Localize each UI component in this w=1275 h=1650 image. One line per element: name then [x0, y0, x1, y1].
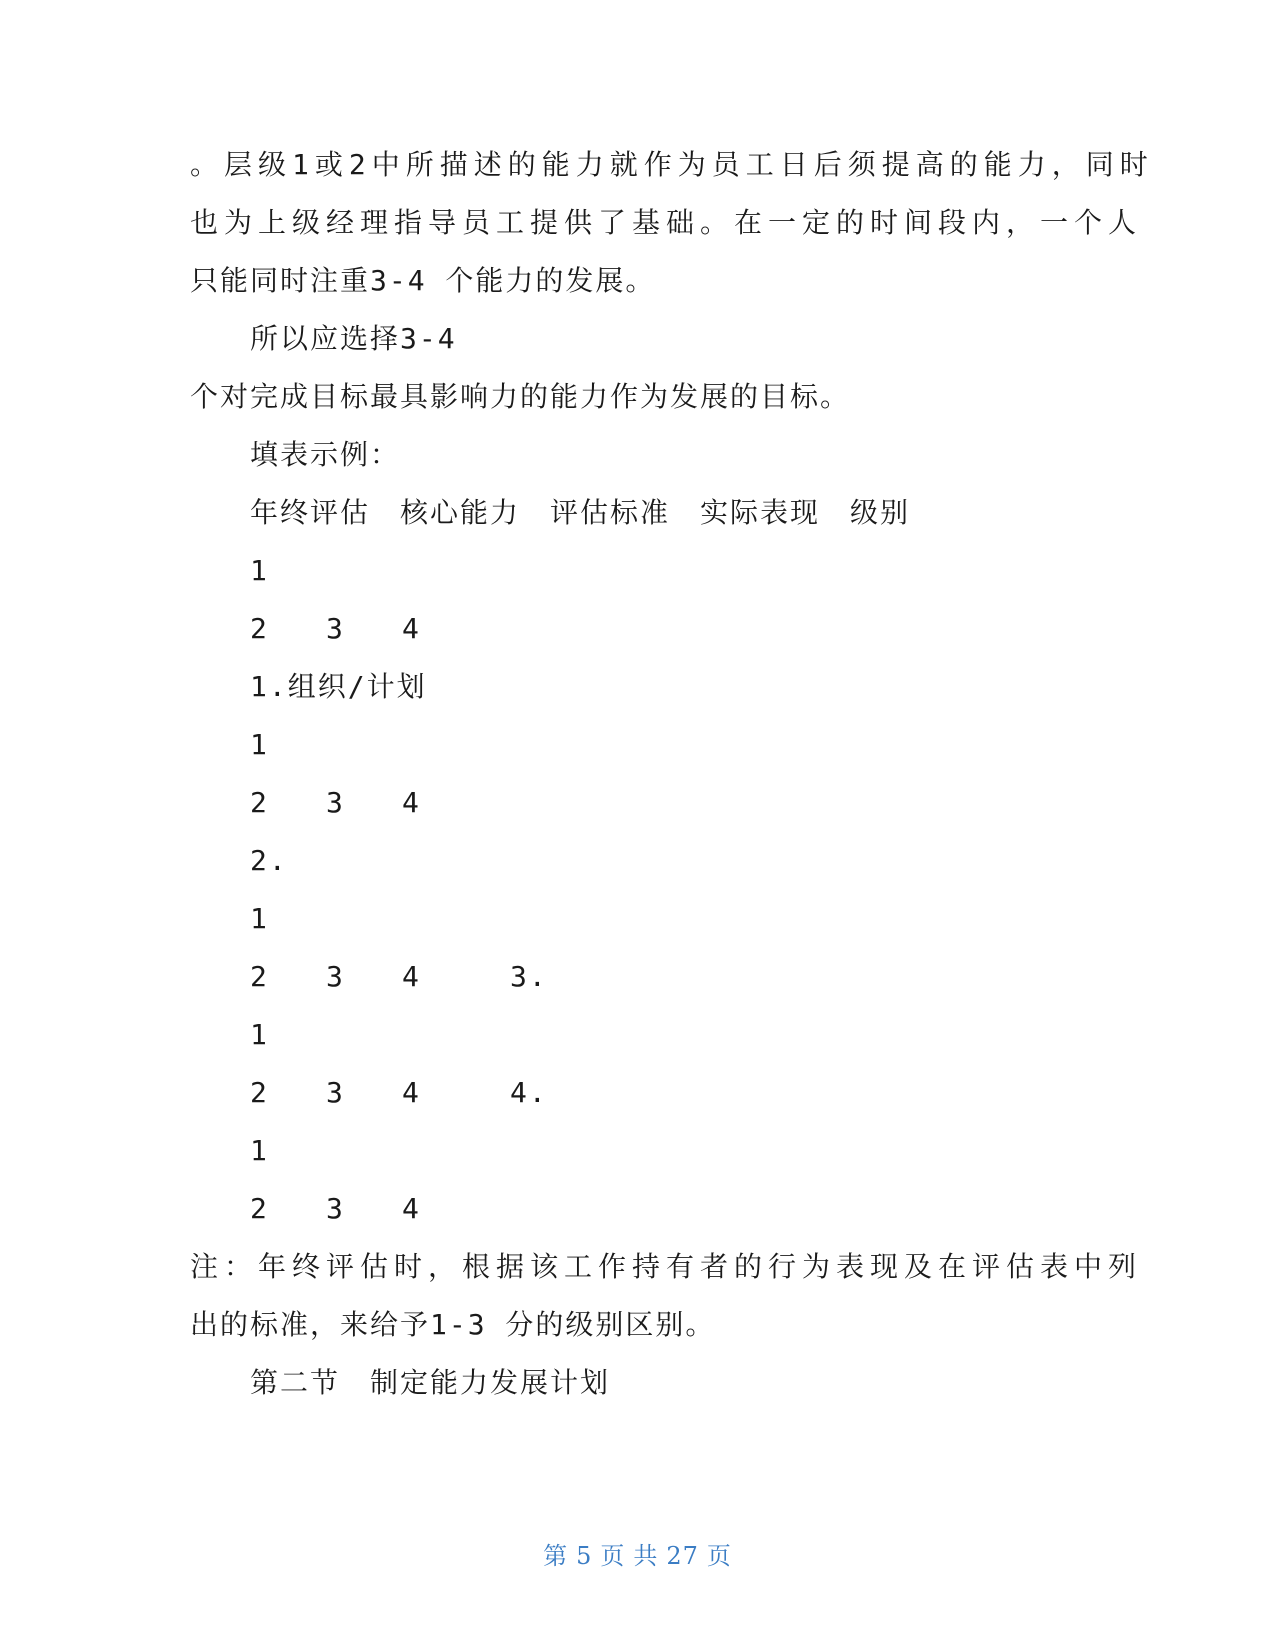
paragraph-line: 。层级1或2中所描述的能力就作为员工日后须提高的能力，同时: [190, 148, 1154, 181]
table-header-row: [0, 495, 1275, 531]
level-row: [0, 1191, 1275, 1227]
level-value: 3: [326, 1192, 345, 1225]
level-value: 2: [250, 786, 269, 819]
header-evaluation-criteria: 评估标准: [550, 496, 671, 529]
level-value: 2: [250, 1076, 269, 1109]
level-value: 4: [402, 786, 421, 819]
level-value: 2: [250, 960, 269, 993]
competency-item: 3.: [510, 960, 548, 993]
level-row: [0, 611, 1275, 647]
competency-item: 4.: [510, 1076, 548, 1109]
footer-total-prefix: 共: [633, 1542, 659, 1570]
level-row: [0, 959, 1275, 995]
level-value: 4: [402, 612, 421, 645]
level-value: 4: [402, 1192, 421, 1225]
level-value: 2: [250, 612, 269, 645]
footer-total-unit: 页: [706, 1542, 732, 1570]
section-heading: 第二节 制定能力发展计划: [250, 1366, 611, 1399]
level-value: 1: [250, 554, 269, 587]
level-value: 1: [250, 902, 269, 935]
level-value: 4: [402, 1076, 421, 1109]
level-value: 3: [326, 1076, 345, 1109]
header-year-end-review: 年终评估: [250, 496, 371, 529]
footer-total-pages: 27: [666, 1542, 699, 1570]
paragraph-line: 所以应选择3-4: [250, 322, 457, 355]
paragraph-line: 也为上级经理指导员工提供了基础。在一定的时间段内，一个人: [190, 206, 1143, 239]
header-actual-performance: 实际表现: [700, 496, 821, 529]
footer-prefix: 第: [543, 1542, 569, 1570]
level-value: 1: [250, 1018, 269, 1051]
note-line: 注：年终评估时，根据该工作持有者的行为表现及在评估表中列: [190, 1250, 1143, 1283]
page-footer: [0, 1536, 1275, 1571]
competency-item: 1.组织/计划: [250, 670, 427, 703]
footer-current-page: 5: [576, 1542, 593, 1570]
level-value: 4: [402, 960, 421, 993]
level-row: [0, 1075, 1275, 1111]
level-value: 2: [250, 1192, 269, 1225]
note-line: 出的标准，来给予1-3 分的级别区别。: [190, 1308, 716, 1341]
level-value: 3: [326, 612, 345, 645]
header-level: 级别: [850, 496, 911, 529]
level-value: 1: [250, 1134, 269, 1167]
footer-page-unit: 页: [600, 1542, 626, 1570]
example-label: 填表示例：: [250, 438, 401, 471]
level-value: 3: [326, 960, 345, 993]
paragraph-line: 个对完成目标最具影响力的能力作为发展的目标。: [190, 380, 851, 413]
competency-item: 2.: [250, 844, 288, 877]
header-core-competency: 核心能力: [400, 496, 521, 529]
paragraph-line: 只能同时注重3-4 个能力的发展。: [190, 264, 656, 297]
level-value: 1: [250, 728, 269, 761]
level-row: [0, 785, 1275, 821]
level-value: 3: [326, 786, 345, 819]
